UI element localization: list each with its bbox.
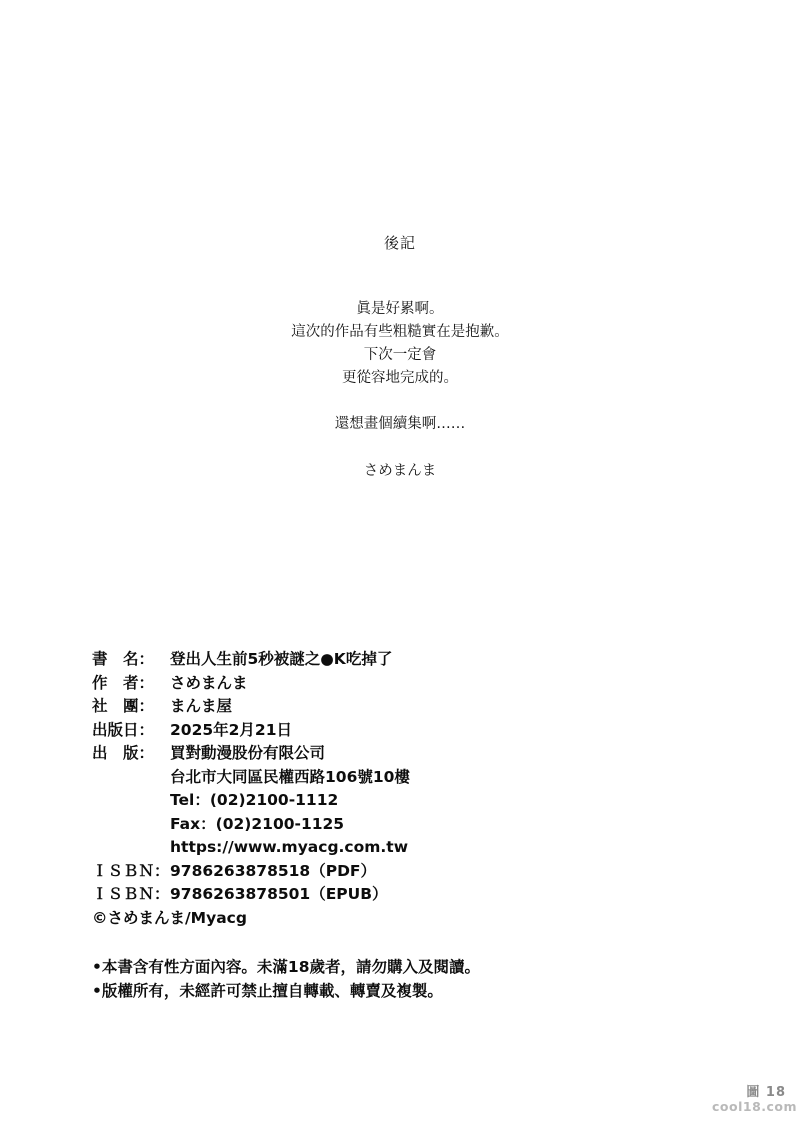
- colophon-value-author: さめまんま: [170, 673, 248, 692]
- colophon-row-fax: [92, 813, 732, 837]
- colophon-value-tel: Tel：(02)2100-1112: [170, 791, 339, 809]
- afterword-line: 下次一定會: [363, 347, 437, 363]
- colophon-row-copyright: [92, 907, 732, 931]
- colophon-row-author: [92, 672, 732, 696]
- colophon-label-circle: 社 團：: [92, 697, 155, 715]
- colophon-note-age-restriction: •本書含有性方面內容。未滿18歲者，請勿購入及閱讀。: [92, 958, 480, 976]
- afterword-line: 更從容地完成的。: [342, 370, 458, 386]
- colophon-notes: [92, 956, 732, 1003]
- colophon-value-copyright: ©さめまんま/Myacg: [92, 908, 247, 927]
- colophon-row-isbn-pdf: [92, 860, 732, 884]
- colophon-row-circle: [92, 695, 732, 719]
- colophon-row-publisher: [92, 742, 732, 766]
- afterword-extra-line: 還想畫個續集啊……: [334, 416, 466, 432]
- colophon-value-website[interactable]: https://www.myacg.com.tw: [170, 838, 409, 856]
- colophon-value-circle: まんま屋: [170, 697, 233, 715]
- afterword-body: [0, 298, 800, 436]
- colophon-value-title: 登出人生前5秒被謎之●K吃掉了: [170, 650, 393, 668]
- afterword-line: 這次的作品有些粗糙實在是抱歉。: [291, 324, 509, 340]
- colophon-row-title: [92, 648, 732, 672]
- watermark: [712, 1085, 798, 1119]
- afterword-line: 眞是好累啊。: [356, 301, 444, 317]
- afterword-title: 後記: [383, 234, 416, 252]
- colophon-row-tel: [92, 789, 732, 813]
- colophon-section: [92, 648, 732, 1003]
- colophon-label-isbn-epub: ＩＳＢＮ：: [92, 885, 170, 903]
- afterword-section: [0, 232, 800, 480]
- afterword-signature: さめまんま: [363, 463, 437, 479]
- colophon-value-pubdate: 2025年2月21日: [170, 720, 292, 739]
- colophon-row-website: [92, 836, 732, 860]
- colophon-label-title: 書 名：: [92, 650, 155, 668]
- colophon-label-author: 作 者：: [92, 673, 155, 692]
- colophon-label-isbn-pdf: ＩＳＢＮ：: [92, 861, 170, 880]
- colophon-note-copyright-warning: •版權所有，未經許可禁止擅自轉載、轉賣及複製。: [92, 981, 443, 1000]
- colophon-label-publisher: 出 版：: [92, 744, 155, 762]
- colophon-value-isbn-epub: 9786263878501（EPUB）: [170, 885, 388, 903]
- colophon-label-pubdate: 出版日：: [92, 720, 155, 739]
- colophon-row-isbn-epub: [92, 883, 732, 907]
- colophon-value-fax: Fax：(02)2100-1125: [170, 814, 345, 833]
- colophon-value-address: 台北市大同區民權西路106號10樓: [170, 767, 410, 786]
- watermark-bottom-text: cool18.com: [712, 1099, 798, 1114]
- colophon-value-isbn-pdf: 9786263878518（PDF）: [170, 861, 377, 880]
- colophon-row-pubdate: [92, 719, 732, 743]
- watermark-top-text: 圖 18: [746, 1085, 786, 1100]
- colophon-value-publisher: 買對動漫股份有限公司: [170, 744, 326, 762]
- colophon-row-address: [92, 766, 732, 790]
- afterword-spacer: [0, 390, 800, 413]
